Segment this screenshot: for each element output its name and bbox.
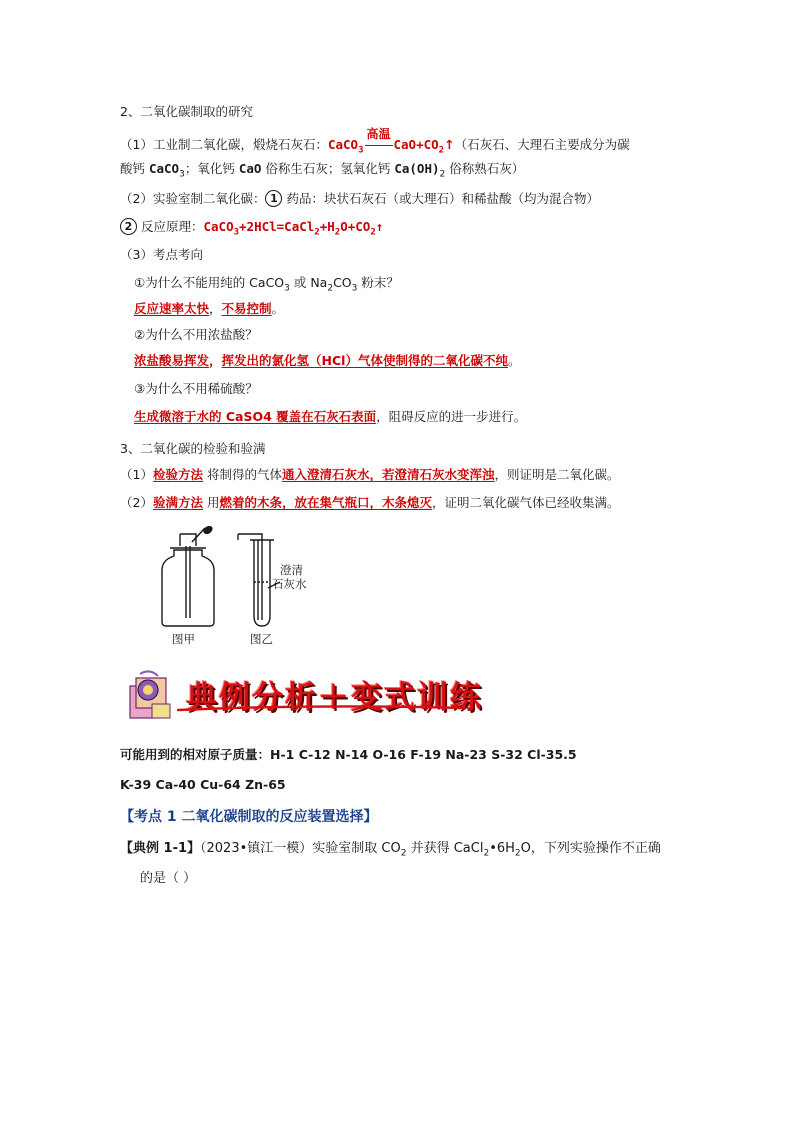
answer-1: 反应速率太快，不易控制。: [134, 301, 285, 316]
atomic-mass-line-1: 可能用到的相对原子质量：H-1 C-12 N-14 O-16 F-19 Na-23 S-32 Cl-35.5: [120, 747, 577, 762]
industrial-line-1: [120, 127, 630, 160]
circled-number-2: 2: [120, 218, 137, 235]
answer-2: 浓盐酸易挥发，挥发出的氯化氢（HCl）气体使制得的二氧化碳不纯。: [134, 353, 521, 368]
principle-line: 2 反应原理：$CaCO_3+2HCl=CaCl_2+H_2O+CO_2↑$: [120, 218, 383, 242]
example-line-2: 的是（ ）: [140, 871, 197, 886]
check-method-line: （1）检验方法 将制得的气体通入澄清石灰水，若澄清石灰水变浑浊，则证明是二氧化碳。: [120, 467, 620, 482]
reaction-condition: 高温: [364, 136, 394, 154]
industrial-prefix: （1）工业制二氧化碳，煅烧石灰石：: [120, 137, 328, 152]
liquid-label-1: 澄清: [280, 563, 303, 577]
exam-heading: （3）考点考向: [120, 247, 203, 262]
equation-reactant: CaCO$_3$: [327, 137, 364, 156]
banner-emblem-icon: [126, 670, 174, 722]
lab-equation: $CaCO_3+2HCl=CaCl_2+H_2O+CO_2↑$: [203, 219, 384, 238]
liquid-label-2: 石灰水: [272, 577, 307, 591]
gas-jar-icon: [162, 534, 214, 626]
question-3: ③为什么不用稀硫酸？: [134, 381, 258, 396]
lab-line: （2）实验室制二氧化碳： 1 药品：块状石灰石（或大理石）和稀盐酸（均为混合物）: [120, 191, 599, 206]
banner-title: 典例分析＋变式训练: [186, 680, 483, 716]
gas-arrow: ↑: [444, 137, 455, 152]
circled-number-1: 1: [265, 190, 282, 207]
example-source: （2023•镇江一模）: [200, 841, 313, 856]
answer-3: 生成微溶于水的 CaSO4 覆盖在石灰石表面，阻碍反应的进一步进行。: [134, 409, 527, 424]
question-1: ①为什么不能用纯的 CaCO$_3$ 或 $Na_2CO_3$ 粉末？: [134, 275, 399, 294]
apparatus-figure: [150, 526, 340, 650]
question-2: ②为什么不用浓盐酸？: [134, 327, 258, 342]
full-method-line: （2）验满方法 用燃着的木条，放在集气瓶口，木条熄灭，证明二氧化碳气体已经收集满。: [120, 495, 620, 510]
industrial-line-2: 酸钙 CaCO$_3$；氧化钙 CaO 俗称生石灰；氢氧化钙 $Ca(OH)_2$ 俗称熟石灰）: [120, 161, 525, 180]
banner-underline: [176, 704, 466, 712]
equation-product: $CaO+CO_2$: [393, 137, 445, 156]
industrial-note: （石灰石、大理石主要成分为碳: [454, 137, 630, 152]
example-line-1: 【典例 1-1】（2023•镇江一模）实验室制取 $CO_2$ 并获得 $CaCl_2•6H_2O$，下列实验操作不正确: [120, 841, 661, 859]
topic-1-title: 【考点 1 二氧化碳制取的反应装置选择】: [120, 809, 378, 825]
figure-label-jia: 图甲: [172, 632, 195, 646]
figure-label-yi: 图乙: [250, 632, 273, 646]
section-3-heading: 3、二氧化碳的检验和验满: [120, 441, 266, 456]
atomic-mass-line-2: K-39 Ca-40 Cu-64 Zn-65: [120, 777, 286, 792]
example-tag: 【典例 1-1】: [120, 841, 201, 856]
section-2-heading: 2、二氧化碳制取的研究: [120, 104, 253, 119]
